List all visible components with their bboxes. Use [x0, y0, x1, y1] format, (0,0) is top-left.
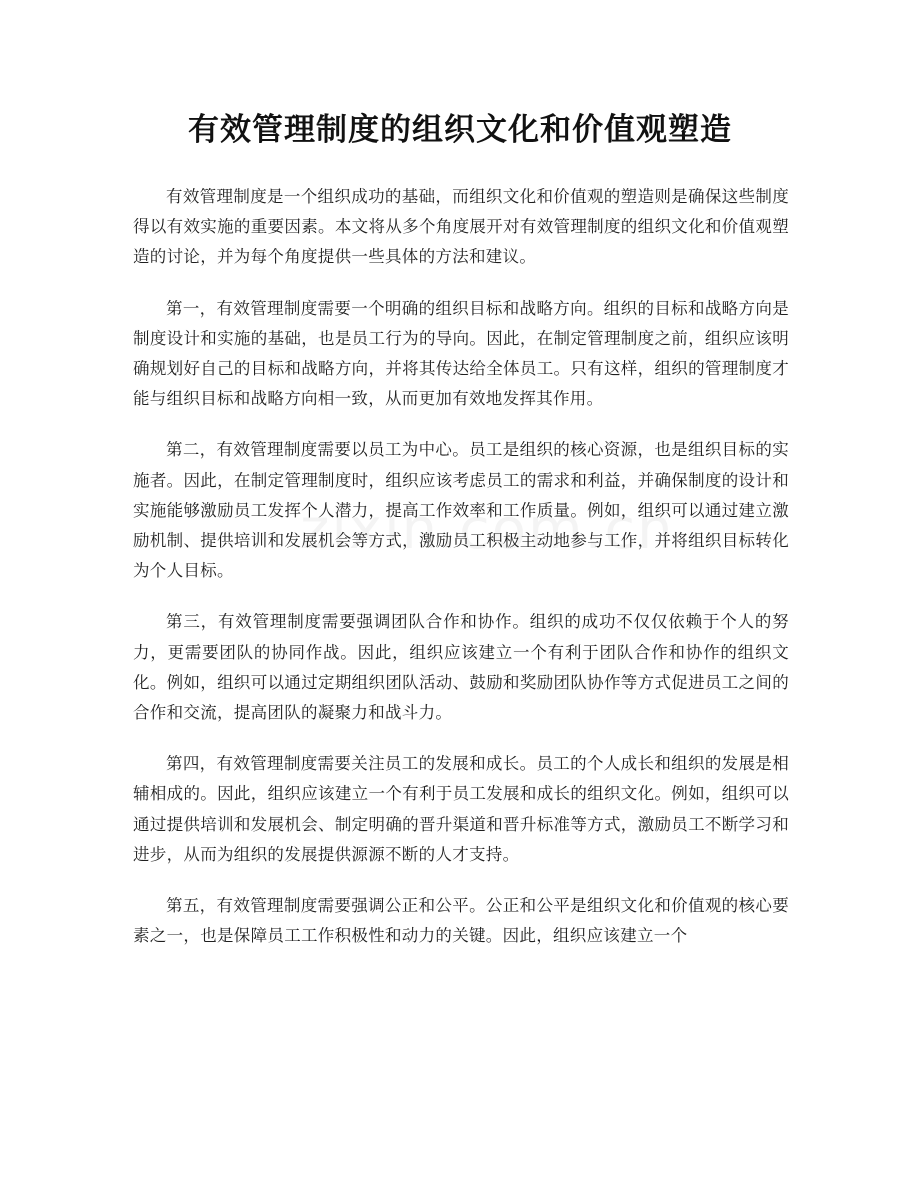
paragraph-second: 第二，有效管理制度需要以员工为中心。员工是组织的核心资源，也是组织目标的实施者。因此，在制定管理制度时，组织应该考虑员工的需求和利益，并确保制度的设计和实施能够激励员工发挥个人潜力，提高工作效率和工作质量。例如，组织可以通过建立激励机制、提供培训和发展机会等方式，激励员工积极主动地参与工作，并将组织目标转化为个人目标。 [133, 440, 789, 581]
paragraph-intro: 有效管理制度是一个组织成功的基础，而组织文化和价值观的塑造则是确保这些制度得以有效实施的重要因素。本文将从多个角度展开对有效管理制度的组织文化和价值观塑造的讨论，并为每个角度提供一些具体的方法和建议。 [133, 187, 789, 267]
document-title: 有效管理制度的组织文化和价值观塑造 [188, 112, 732, 148]
paragraph-fifth: 第五，有效管理制度需要强调公正和公平。公正和公平是组织文化和价值观的核心要素之一，也是保障员工工作积极性和动力的关键。因此，组织应该建立一个 [133, 896, 789, 946]
document-body [133, 182, 789, 972]
paragraph-first: 第一，有效管理制度需要一个明确的组织目标和战略方向。组织的目标和战略方向是制度设计和实施的基础，也是员工行为的导向。因此，在制定管理制度之前，组织应该明确规划好自己的目标和战略方向，并将其传达给全体员工。只有这样，组织的管理制度才能与组织目标和战略方向相一致，从而更加有效地发挥其作用。 [133, 298, 789, 409]
paragraph-third: 第三，有效管理制度需要强调团队合作和协作。组织的成功不仅仅依赖于个人的努力，更需要团队的协同作战。因此，组织应该建立一个有利于团队合作和协作的组织文化。例如，组织可以通过定期组织团队活动、鼓励和奖励团队协作等方式促进员工之间的合作和交流，提高团队的凝聚力和战斗力。 [133, 612, 789, 723]
paragraph-fourth: 第四，有效管理制度需要关注员工的发展和成长。员工的个人成长和组织的发展是相辅相成的。因此，组织应该建立一个有利于员工发展和成长的组织文化。例如，组织可以通过提供培训和发展机会、制定明确的晋升渠道和晋升标准等方式，激励员工不断学习和进步，从而为组织的发展提供源源不断的人才支持。 [133, 754, 789, 864]
